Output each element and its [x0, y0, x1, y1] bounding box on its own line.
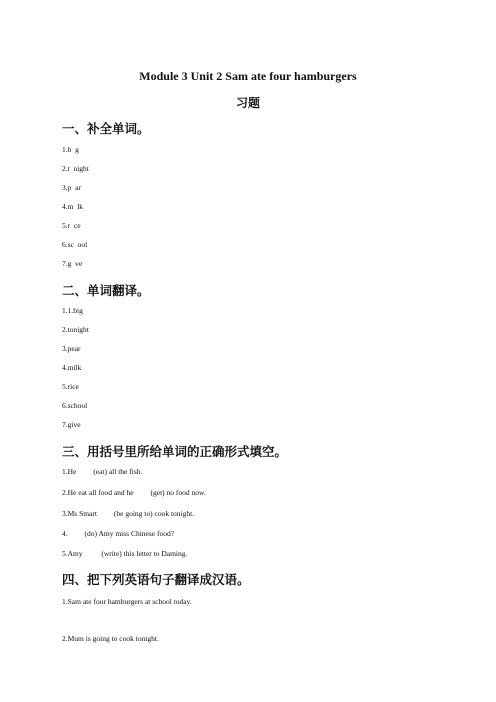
section-2-item: 3.pear [62, 344, 81, 353]
section-3-item: 4. (do) Amy miss Chinese food? [62, 529, 175, 538]
section-2-item: 1.1.big [62, 306, 83, 315]
section-4-heading: 四、把下列英语句子翻译成汉语。 [62, 572, 250, 587]
section-3-heading: 三、用括号里所给单词的正确形式填空。 [62, 444, 288, 459]
section-1-heading: 一、补全单词。 [62, 121, 150, 136]
document-subtitle: 习题 [235, 96, 260, 110]
section-2-heading: 二、单词翻译。 [62, 283, 150, 298]
section-4-item: 1.Sam ate four hamburgers at school today. [62, 597, 192, 606]
section-1-item: 6.sc ool [62, 240, 88, 249]
section-2-item: 6.school [62, 401, 88, 410]
document-title: Module 3 Unit 2 Sam ate four hamburgers [139, 69, 357, 83]
section-1-item: 2.t night [62, 164, 89, 173]
section-2-item: 2.tonight [62, 325, 89, 334]
section-1-item: 1.b g [62, 145, 79, 154]
section-4-item: 2.Mum is going to cook tonight. [62, 634, 159, 643]
section-1-item: 5.r ce [62, 221, 81, 230]
section-2-item: 7.give [62, 420, 81, 429]
section-1-item: 3.p ar [62, 183, 81, 192]
section-3-item: 3.Ms Smart (be going to) cook tonight. [62, 509, 195, 518]
section-2-item: 4.milk [62, 363, 82, 372]
section-2-item: 5.rice [62, 382, 79, 391]
section-3-item: 2.He eat all food and he (get) no food now. [62, 488, 206, 497]
section-3-item: 5.Amy (write) this letter to Daming. [62, 549, 188, 558]
section-3-item: 1.He (eat) all the fish. [62, 467, 143, 476]
section-1-item: 4.m lk [62, 202, 84, 211]
section-1-item: 7.g ve [62, 259, 83, 268]
